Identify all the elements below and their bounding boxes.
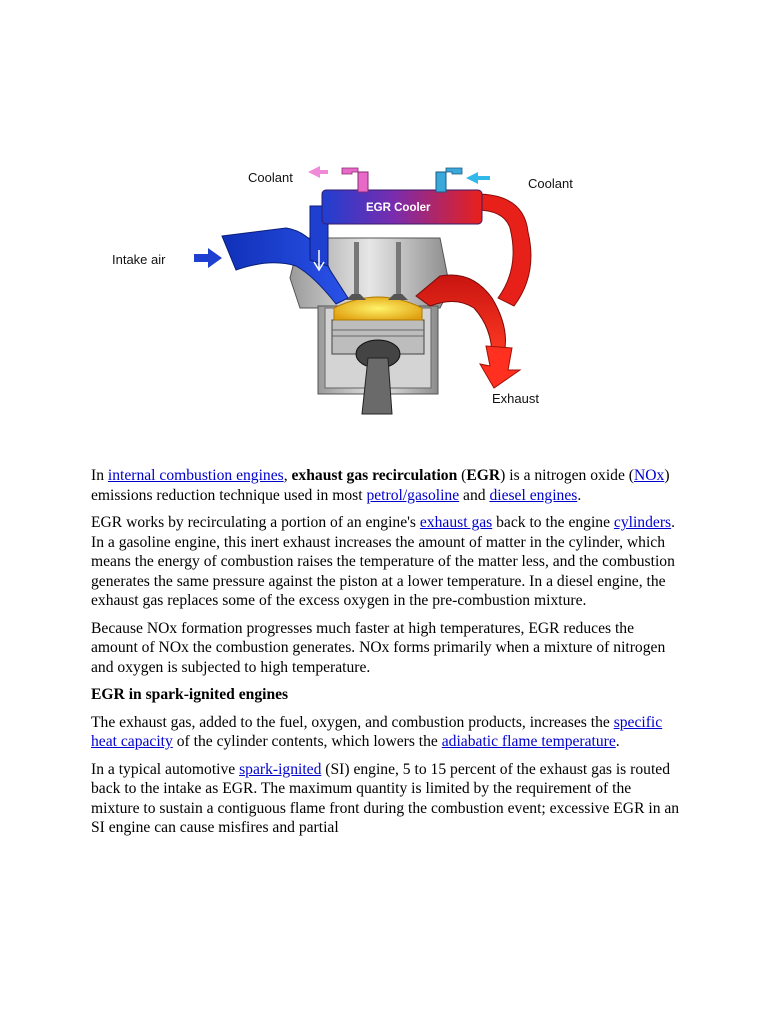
text-run: In [91, 467, 108, 484]
text-run: The exhaust gas, added to the fuel, oxygen, and combustion products, increases the [91, 713, 614, 731]
text-run: of the cylinder contents, which lowers the [172, 733, 442, 750]
intake-air-arrow-icon [194, 248, 222, 268]
text-run: and [459, 486, 490, 504]
egr-diagram-svg [100, 158, 620, 420]
section-heading-spark-ignited: EGR in spark-ignited engines [91, 686, 289, 703]
text-run: . In a gasoline engine, this inert exhaust increases the amount of matter in the cylinder, which means the energy of combustion raises the temperature of the matter less, and the combustion generates the same pressure against the piston at a lower temperature. In a diesel engine, the exhaust gas replaces some of the excess oxygen in the pre-combustion mixture. [91, 514, 675, 609]
text-run: , [283, 467, 292, 484]
exhaust-label: Exhaust [492, 391, 539, 406]
link-internal-combustion-engines[interactable]: internal combustion engines [107, 467, 284, 484]
coolant-in-arrow-icon [466, 172, 490, 184]
text-run: back to the engine [492, 514, 614, 531]
egr-cooler-label: EGR Cooler [366, 202, 431, 214]
text-run: . [577, 486, 582, 504]
link-spark-ignited[interactable]: spark-ignited [239, 760, 322, 778]
paragraph-nox-formation: Because NOx formation progresses much faster at high temperatures, EGR reduces the amount of NOx the combustion generates. NOx forms primarily when a mixture of nitrogen and oxygen is subjected to high temperature. [91, 619, 666, 676]
paragraph-typical-si-engine [91, 760, 683, 838]
link-petrol-gasoline[interactable]: petrol/gasoline [366, 486, 460, 504]
paragraph-how-egr-works [91, 513, 683, 611]
coolant-outlet-nozzle [358, 172, 368, 192]
paragraph-heat-capacity [91, 713, 683, 752]
text-run: ) is a nitrogen oxide ( [500, 467, 634, 484]
article-body [91, 466, 683, 846]
coolant-right-label: Coolant [528, 176, 573, 191]
text-run: (SI) engine, 5 to 15 percent of the exhaust gas is routed back to the intake as EGR. The maximum quantity is limited by the requirement of the mixture to sustain a contiguous flame front during the combustion event; excessive EGR in an SI engine can cause misfires and partial [91, 760, 680, 836]
coolant-inlet-nozzle [436, 172, 446, 192]
text-run: EGR works by recirculating a portion of an engine's [91, 514, 420, 531]
exhaust-outlet [480, 346, 520, 388]
link-cylinders[interactable]: cylinders [613, 514, 672, 531]
text-run: ( [457, 467, 467, 484]
coolant-out-arrow-icon [308, 166, 328, 178]
link-specific-heat-capacity[interactable]: specific heat capacity [91, 713, 663, 750]
coolant-left-label: Coolant [248, 170, 293, 185]
text-run: ) emissions reduction technique used in most [91, 467, 670, 504]
bold-term-egr: EGR [466, 467, 501, 484]
paragraph-intro [91, 466, 683, 505]
bold-term-egr-full: exhaust gas recirculation [291, 467, 458, 484]
link-nox[interactable]: NOx [633, 467, 665, 484]
egr-diagram [100, 158, 620, 420]
link-exhaust-gas[interactable]: exhaust gas [419, 514, 493, 531]
link-adiabatic-flame-temperature[interactable]: adiabatic flame temperature [441, 733, 616, 750]
intake-air-label: Intake air [112, 252, 166, 267]
text-run: In a typical automotive [91, 760, 240, 778]
text-run: . [615, 733, 620, 750]
link-diesel-engines[interactable]: diesel engines [489, 486, 578, 504]
